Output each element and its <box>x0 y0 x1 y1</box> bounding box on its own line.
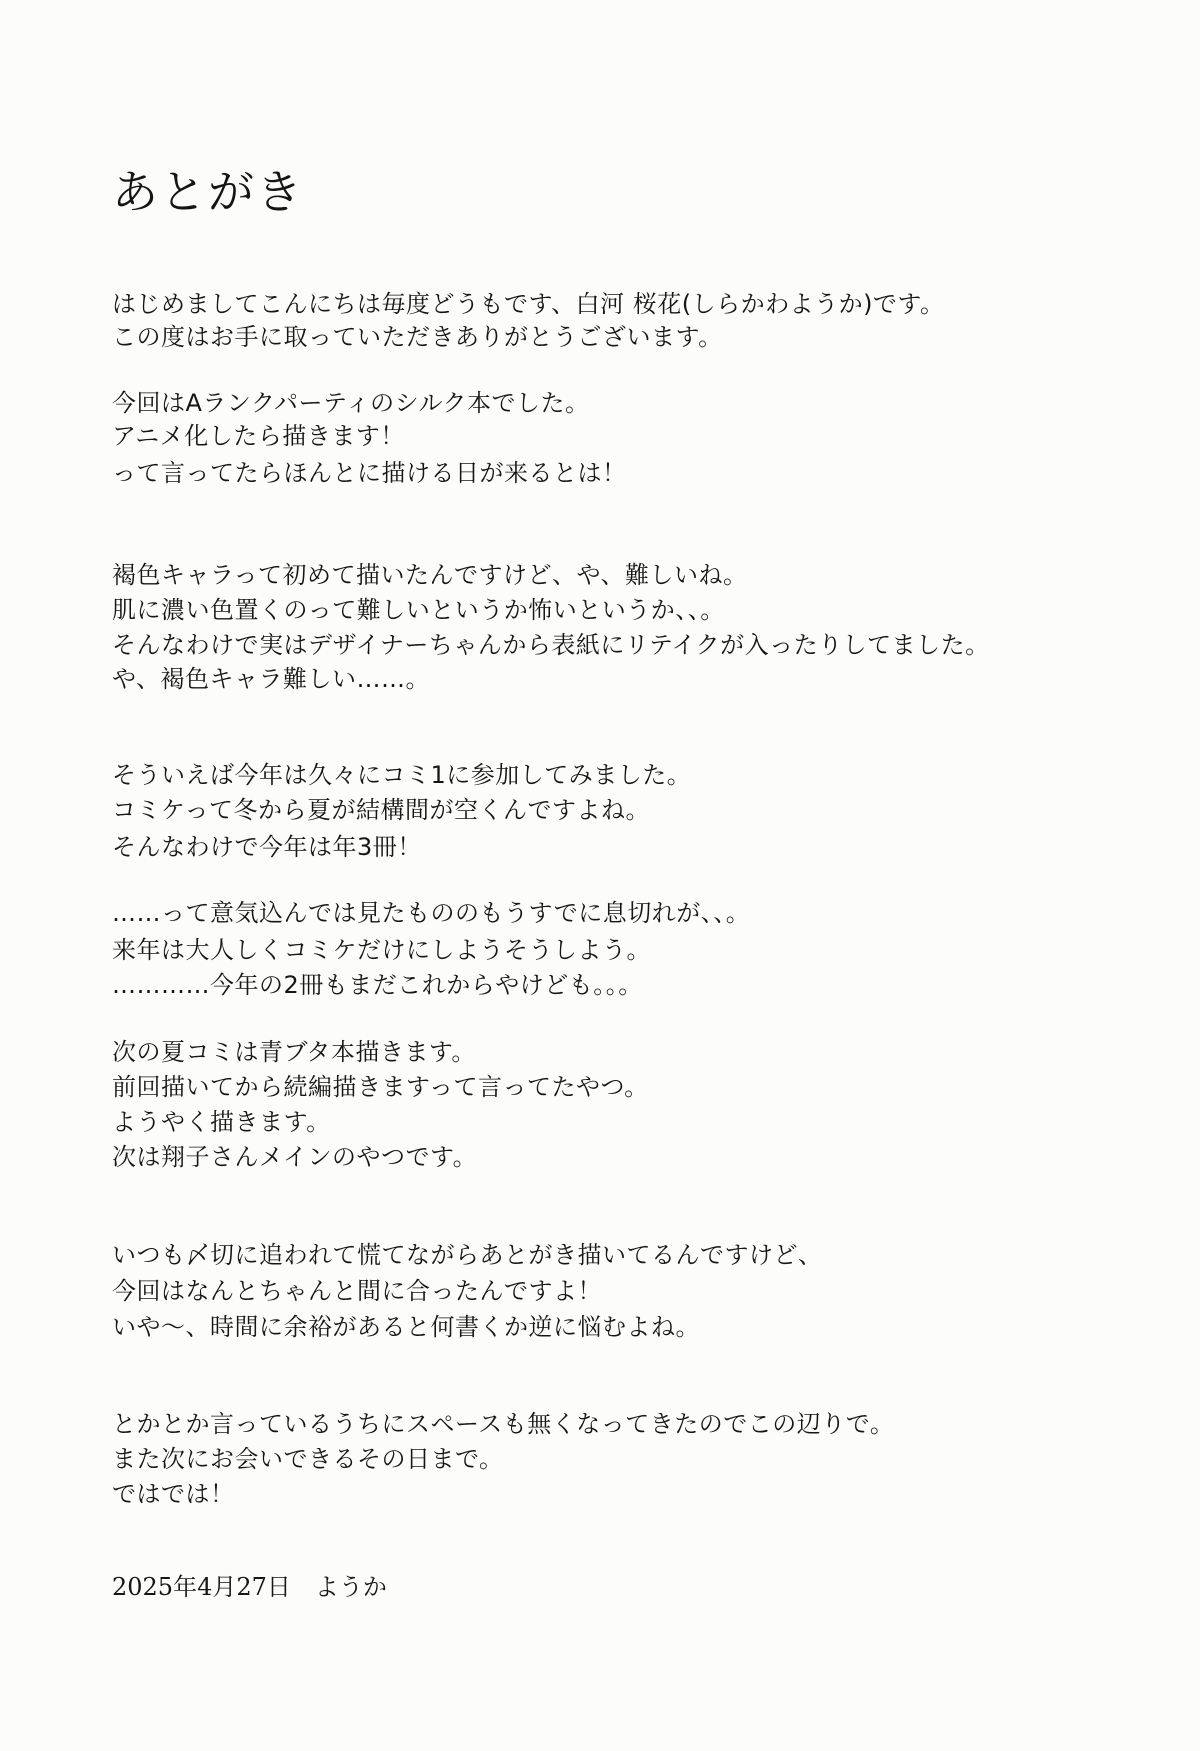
page-title: あとがき <box>112 165 304 219</box>
text-line: 今回はなんとちゃんと間に合ったんですよ！ <box>112 1277 602 1305</box>
text-line: アニメ化したら描きます！ <box>112 422 405 450</box>
text-line: 褐色キャラって初めて描いたんですけど、や、難しいね。 <box>112 561 748 589</box>
text-line: この度はお手に取っていただきありがとうございます。 <box>112 323 723 351</box>
text-line: って言ってたらほんとに描ける日が来るとは！ <box>112 459 627 487</box>
text-line: コミケって冬から夏が結構間が空くんですよね。 <box>112 796 651 824</box>
text-line: 前回描いてから続編描きますって言ってたやつ。 <box>112 1073 649 1101</box>
text-line: とかとか言っているうちにスペースも無くなってきたのでこの辺りで。 <box>112 1410 895 1438</box>
text-line: そんなわけで今年は年3冊！ <box>112 833 422 861</box>
text-line: また次にお会いできるその日まで。 <box>112 1445 504 1473</box>
text-line: ようやく描きます。 <box>112 1108 331 1136</box>
text-line: そんなわけで実はデザイナーちゃんから表紙にリテイクが入ったりしてました。 <box>112 631 990 659</box>
text-line: ……って意気込んでは見たもののもうすでに息切れが、、。 <box>112 899 751 927</box>
text-line: そういえば今年は久々にコミ1に参加してみました。 <box>112 761 692 789</box>
text-line: いつも〆切に追われて慌てながらあとがき描いてるんですけど、 <box>112 1241 823 1269</box>
text-line: ではでは！ <box>112 1480 235 1508</box>
text-line: や、褐色キャラ難しい……。 <box>112 665 431 693</box>
text-line: いや〜、時間に余裕があると何書くか逆に悩むよね。 <box>112 1313 700 1341</box>
text-line: …………今年の2冊もまだこれからやけども。。。 <box>112 971 643 999</box>
text-line: 肌に濃い色置くのって難しいというか怖いというか、、。 <box>112 596 725 624</box>
text-line: 次の夏コミは青ブタ本描きます。 <box>112 1038 476 1066</box>
text-line: 来年は大人しくコミケだけにしようそうしよう。 <box>112 936 651 964</box>
date-signature: 2025年4月27日 ようか <box>112 1573 387 1601</box>
text-line: はじめましてこんにちは毎度どうもです、白河 桜花(しらかわようか)です。 <box>112 290 945 318</box>
text-line: 次は翔子さんメインのやつです。 <box>112 1143 478 1171</box>
text-line: 今回はAランクパーティのシルク本でした。 <box>112 389 590 417</box>
